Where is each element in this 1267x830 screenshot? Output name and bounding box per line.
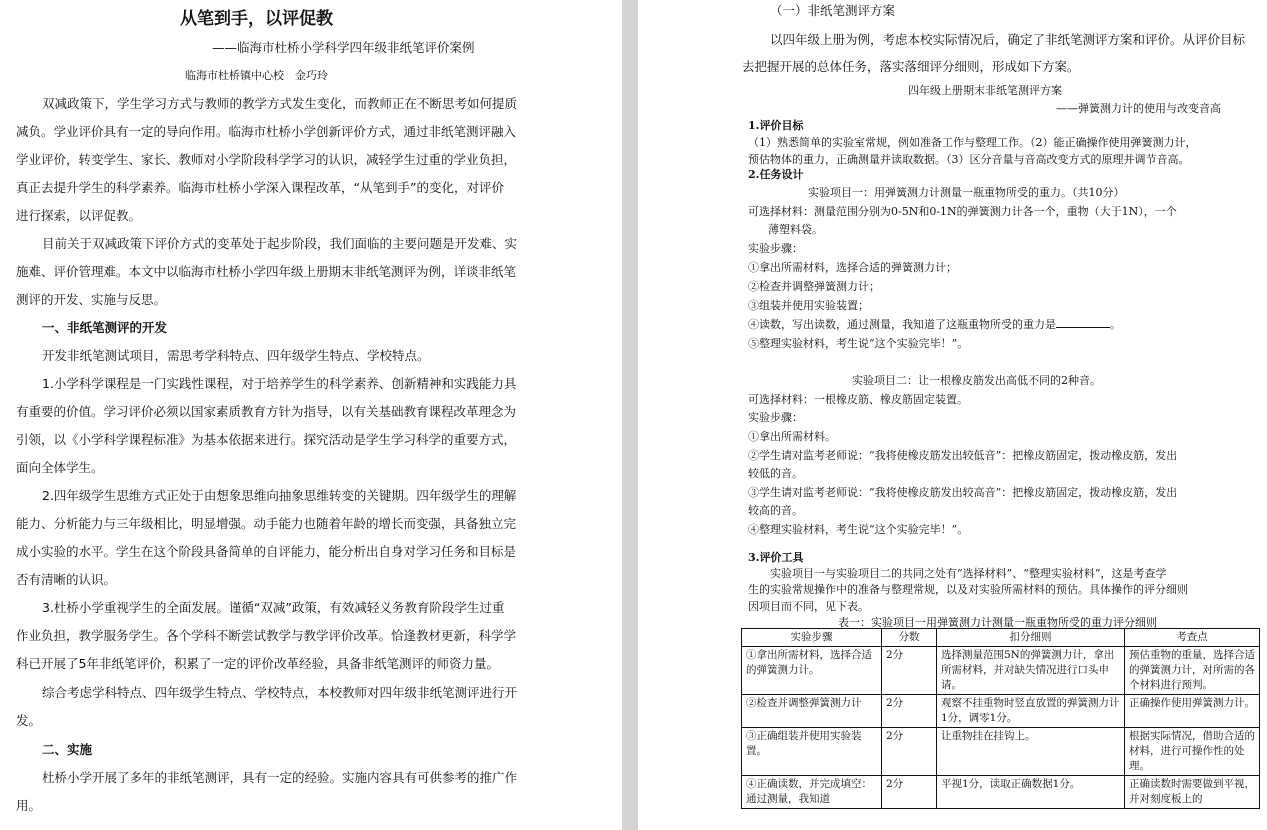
section-heading: 二、实施 (42, 742, 93, 757)
table-cell: 选择测量范围5N的弹簧测力计，拿出所需材料，并对缺失情况进行口头申请。 (937, 647, 1125, 695)
page-gutter (622, 0, 638, 830)
body-text-line: 引领，以《小学科学课程标准》为基本依据来进行。探究活动是学生学习科学的重要方式， (16, 432, 517, 447)
body-text-line: 否有清晰的认识。 (16, 572, 117, 587)
section-heading: 3.评价工具 (748, 551, 804, 564)
left-page (0, 0, 622, 830)
table-header-row (742, 629, 1260, 647)
experiment-title: 实验项目一：用弹簧测力计测量一瓶重物所受的重力。（共10分） (808, 186, 1125, 199)
body-text-line: 发。 (16, 713, 42, 728)
table-cell: ②检查并调整弹簧测力计 (742, 695, 882, 728)
body-text-line: 3.杜桥小学重视学生的全面发展。谨循“双减”政策，有效减轻义务教育阶段学生过重 (42, 600, 505, 615)
plan-subtitle: ——弹簧测力计的使用与改变音高 (1056, 102, 1221, 115)
body-text-line: 双减政策下，学生学习方式与教师的教学方式发生变化，而教师正在不断思考如何提质 (42, 96, 518, 111)
section-heading: 一、非纸笔测评的开发 (42, 320, 168, 335)
body-text-line: 进行探索，以评促教。 (16, 208, 142, 223)
table-cell: 正确读数时需要做到平视，并对刻度板上的 (1125, 776, 1260, 809)
table-row (742, 695, 1260, 728)
table-cell: 2分 (882, 728, 937, 776)
table-row (742, 776, 1260, 809)
table-cell: 2分 (882, 695, 937, 728)
plan-title: 四年级上册期末非纸笔测评方案 (908, 84, 1062, 97)
table-cell: ③正确组装并使用实验装置。 (742, 728, 882, 776)
table-cell: 让重物挂在挂钩上。 (937, 728, 1125, 776)
table-cell: 2分 (882, 776, 937, 809)
document-subtitle: ——临海市杜桥小学科学四年级非纸笔评价案例 (212, 40, 475, 55)
table-cell: ①拿出所需材料，选择合适的弹簧测力计。 (742, 647, 882, 695)
table-cell: 预估重物的重量，选择合适的弹簧测力计，对所需的各个材料进行预判。 (1125, 647, 1260, 695)
section-heading: （一）非纸笔测评方案 (770, 3, 896, 18)
body-text-line: 作业负担，教学服务学生。各个学科不断尝试教学与教学评价改革。恰逢教材更新，科学学 (16, 628, 517, 643)
body-text-line: 开发非纸笔测试项目，需思考学科特点、四年级学生特点、学校特点。 (42, 348, 430, 363)
body-text-line: 薄塑料袋。 (768, 223, 823, 236)
table-cell: ④正确读数，并完成填空：通过测量，我知道 (742, 776, 882, 809)
step-line: ③组装并使用实验装置； (748, 299, 869, 312)
table-cell: 2分 (882, 647, 937, 695)
table-cell: 正确操作使用弹簧测力计。 (1125, 695, 1260, 728)
step-line: ②检查并调整弹簧测力计； (748, 280, 880, 293)
author-line: 临海市杜桥镇中心校 金巧玲 (185, 69, 328, 82)
body-text-line: 实验步骤： (748, 411, 803, 424)
body-text-line: 预估物体的重力，正确测量并读取数据。（3）区分音量与音高改变方式的原理并调节音高。 (748, 153, 1190, 166)
materials-line: 可选择材料：测量范围分别为0-5N和0-1N的弹簧测力计各一个，重物（大于1N），一个 (748, 205, 1177, 218)
body-text-line: 有重要的价值。学习评价必须以国家素质教育方针为指导，以有关基础教育课程改革理念为 (16, 404, 517, 419)
section-heading: 1.评价目标 (748, 119, 804, 132)
body-text-line: 因项目而不同，见下表。 (748, 600, 869, 613)
body-text-line: 2.四年级学生思维方式正处于由想象思维向抽象思维转变的关键期。四年级学生的理解 (42, 488, 517, 503)
table-header-cell: 实验步骤 (742, 629, 882, 647)
table-header-cell: 扣分细则 (937, 629, 1125, 647)
body-text-line: 面向全体学生。 (16, 460, 104, 475)
body-text-line: 综合考虑学科特点、四年级学生特点、学校特点，本校教师对四年级非纸笔测评进行开 (42, 685, 518, 700)
body-text-line: 较低的音。 (748, 467, 803, 480)
body-text-line: 目前关于双减政策下评价方式的变革处于起步阶段，我们面临的主要问题是开发难、实 (42, 236, 518, 251)
body-text-line: 1.小学科学课程是一门实践性课程，对于培养学生的科学素养、创新精神和实践能力具 (42, 376, 517, 391)
step-line: ③学生请对监考老师说：“我将使橡皮筋发出较高音”：把橡皮筋固定，拨动橡皮筋，发出 (748, 486, 1178, 499)
body-text-line: （1）熟悉简单的实验室常规，例如准备工作与整理工作。（2）能正确操作使用弹簧测力计， (748, 136, 1197, 149)
document-title: 从笔到手，以评促教 (180, 9, 333, 29)
step-line: ②学生请对监考老师说：“我将使橡皮筋发出较低音”：把橡皮筋固定，拨动橡皮筋，发出 (748, 449, 1178, 462)
step-line-with-blank: ④读数，写出读数，通过测量，我知道了这瓶重物所受的重力是 。 (748, 318, 1121, 331)
body-text-line: 用。 (16, 798, 42, 813)
experiment-title: 实验项目二：让一根橡皮筋发出高低不同的2种音。 (852, 374, 1101, 387)
body-text-line: 科已开展了5年非纸笔评价，积累了一定的评价改革经验，具备非纸笔测评的师资力量。 (16, 656, 499, 671)
table-caption: 表一：实验项目一用弹簧测力计测量一瓶重物所受的重力评分细则 (838, 616, 1157, 629)
table-row (742, 647, 1260, 695)
table-cell: 观察不挂重物时竖直放置的弹簧测力计1分，调零1分。 (937, 695, 1125, 728)
step-line: ④整理实验材料，考生说“这个实验完毕！”。 (748, 523, 969, 536)
body-text-line: 真正去提升学生的科学素养。临海市杜桥小学深入课程改革，“从笔到手”的变化，对评价 (16, 180, 504, 195)
body-text-line: 杜桥小学开展了多年的非纸笔测评，具有一定的经验。实施内容具有可供参考的推广作 (42, 770, 518, 785)
body-text-line: 生的实验常规操作中的准备与整理常规，以及对实验所需材料的预估。具体操作的评分细则 (748, 583, 1188, 596)
body-text-line: 学业评价，转变学生、家长、教师对小学阶段科学学习的认识，减轻学生过重的学业负担， (16, 152, 517, 167)
body-text-line: 成小实验的水平。学生在这个阶段具备简单的自评能力，能分析出自身对学习任务和目标是 (16, 544, 517, 559)
body-text-line: 能力、分析能力与三年级相比，明显增强。动手能力也随着年龄的增长而变强，具备独立完 (16, 516, 517, 531)
body-text-line: 去把握开展的总体任务，落实落细评分细则，形成如下方案。 (742, 59, 1080, 74)
right-page (638, 0, 1267, 830)
table-header-cell: 考查点 (1125, 629, 1260, 647)
body-text-line: 测评的开发、实施与反思。 (16, 292, 167, 307)
step-line: ①拿出所需材料。 (748, 430, 836, 443)
body-text-line: 实验项目一与实验项目二的共同之处有“选择材料”、“整理实验材料”，这是考查学 (770, 567, 1167, 580)
body-text-line: 实验步骤： (748, 242, 803, 255)
materials-line: 可选择材料：一根橡皮筋、橡皮筋固定装置。 (748, 393, 968, 406)
table-cell: 平视1分，读取正确数据1分。 (937, 776, 1125, 809)
body-text-line: 减负。学业评价具有一定的导向作用。临海市杜桥小学创新评价方式，通过非纸笔测评融入 (16, 124, 517, 139)
body-text-line: 较高的音。 (748, 504, 803, 517)
step-line: ⑤整理实验材料，考生说“这个实验完毕！”。 (748, 337, 969, 350)
fill-in-blank (1056, 317, 1110, 328)
step-line: ①拿出所需材料，选择合适的弹簧测力计； (748, 261, 957, 274)
table-header-cell: 分数 (882, 629, 937, 647)
body-text-line: 施难、评价管理难。本文中以临海市杜桥小学四年级上册期末非纸笔测评为例，详谈非纸笔 (16, 264, 517, 279)
table-cell: 根据实际情况，借助合适的材料，进行可操作性的处理。 (1125, 728, 1260, 776)
section-heading: 2.任务设计 (748, 168, 804, 181)
scoring-table (741, 628, 1260, 809)
body-text-line: 以四年级上册为例，考虑本校实际情况后，确定了非纸笔测评方案和评价。从评价目标 (770, 32, 1246, 47)
table-row (742, 728, 1260, 776)
